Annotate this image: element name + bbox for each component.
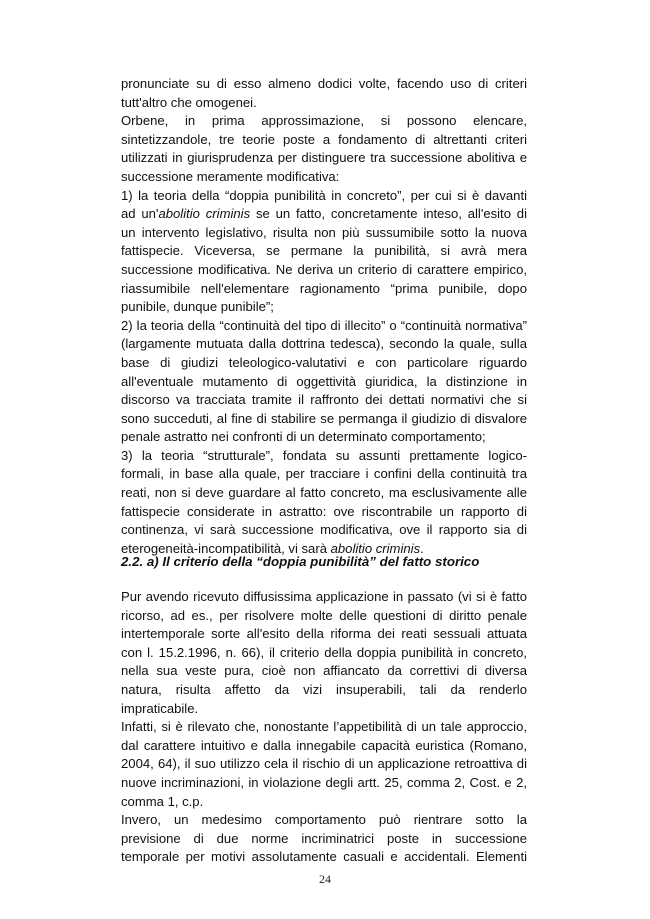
- text-line: base di giudizi teleologico-valutativi e con particolare riguardo: [121, 354, 527, 370]
- body-text-top: [121, 75, 527, 558]
- text-line: nella sua veste pura, cioè non affiancato da correttivi di diversa: [121, 663, 527, 679]
- text-line: fattispecie considerate in astratto: ove riscontrabile un rapporto di: [121, 503, 527, 519]
- text-line: riassumibile nell'elementare ragionamento “prima punibile, dopo: [121, 280, 527, 296]
- text-line: successione modificativa. Ne deriva un criterio di carattere empirico,: [121, 261, 527, 277]
- text-line: discorso va tracciata tramite il raffronto dei dettati normativi che si: [121, 392, 527, 408]
- text-line: (largamente mutuata dalla dottrina tedesca), secondo la quale, sulla: [121, 336, 527, 352]
- text-line: comma 1, c.p.: [121, 793, 204, 809]
- text-line: tutt'altro che omogenei.: [121, 94, 257, 110]
- text-line: Pur avendo ricevuto diffusissima applicazione in passato (vi si è fatto: [121, 589, 527, 604]
- text-line: eterogeneità-incompatibilità, vi sarà abolitio criminis.: [121, 540, 424, 556]
- text-line: ad un'abolitio criminis se un fatto, concretamente inteso, all'esito di: [121, 206, 527, 222]
- text-line: 2) la teoria della “continuità del tipo di illecito” o “continuità normativa”: [121, 317, 527, 333]
- text-line: nuove incriminazioni, in violazione degli artt. 25, comma 2, Cost. e 2,: [121, 774, 527, 790]
- page-number: 24: [319, 872, 331, 886]
- text-line: formali, in base alla quale, per tracciare i confini della continuità tra: [121, 466, 527, 482]
- text-line: ricorso, ad es., per risolvere molte delle questioni di diritto penale: [121, 607, 527, 623]
- text-line: intertemporale sorte all'esito della riforma dei reati sessuali attuata: [121, 626, 527, 642]
- text-line: sono succeduti, al fine di stabilire se permanga il giudizio di disvalore: [121, 410, 527, 426]
- text-line: penale astratto nei confronti di un determinato comportamento;: [121, 429, 486, 445]
- text-line: temporale per motivi assolutamente casuali e accidentali. Elementi: [121, 849, 527, 865]
- text-line: dal carattere intuitivo e dalla innegabile capacità euristica (Romano,: [121, 737, 527, 753]
- text-line: con l. 15.2.1996, n. 66), il criterio della doppia punibilità in concreto,: [121, 644, 527, 660]
- text-line: 3) la teoria “strutturale”, fondata su assunti prettamente logico-: [121, 447, 527, 463]
- text-line: fattispecie. Viceversa, se permane la punibilità, si avrà mera: [121, 243, 527, 259]
- text-line: successione meramente modificativa:: [121, 168, 340, 184]
- text-line: pronunciate su di esso almeno dodici volte, facendo uso di criteri: [121, 76, 527, 91]
- text-line: previsione di due norme incriminatrici poste in successione: [121, 830, 527, 846]
- text-line: Invero, un medesimo comportamento può rientrare sotto la: [121, 812, 527, 828]
- text-line: sintetizzandole, tre teorie poste a fondamento di altrettanti criteri: [121, 131, 527, 147]
- text-line: impraticabile.: [121, 700, 199, 716]
- text-line: 2004, 64), il suo utilizzo cela il rischio di un applicazione retroattiva di: [121, 756, 527, 772]
- text-line: un intervento legislativo, risulta non più sussumibile sotto la nuova: [121, 224, 527, 240]
- text-line: punibile, dunque punibile”;: [121, 299, 274, 315]
- body-text-bottom: [121, 588, 527, 867]
- text-line: natura, risulta affetto da vizi insuperabili, tali da renderlo: [121, 681, 527, 697]
- section-heading: 2.2. a) Il criterio della “doppia punibilità” del fatto storico: [121, 554, 480, 569]
- text-line: utilizzati in giurisprudenza per distinguere tra successione abolitiva e: [121, 150, 527, 166]
- text-line: reati, non si deve guardare al fatto concreto, ma esclusivamente alle: [121, 485, 527, 501]
- text-line: Orbene, in prima approssimazione, si possono elencare,: [121, 113, 527, 129]
- text-line: Infatti, si è rilevato che, nonostante l’appetibilità di un tale approccio,: [121, 719, 527, 735]
- text-line: continenza, vi sarà successione modificativa, ove il rapporto sia di: [121, 522, 527, 538]
- text-line: all'eventuale mutamento di oggettività giuridica, la distinzione in: [121, 373, 527, 389]
- text-line: 1) la teoria della “doppia punibilità in concreto”, per cui si è davanti: [121, 187, 527, 203]
